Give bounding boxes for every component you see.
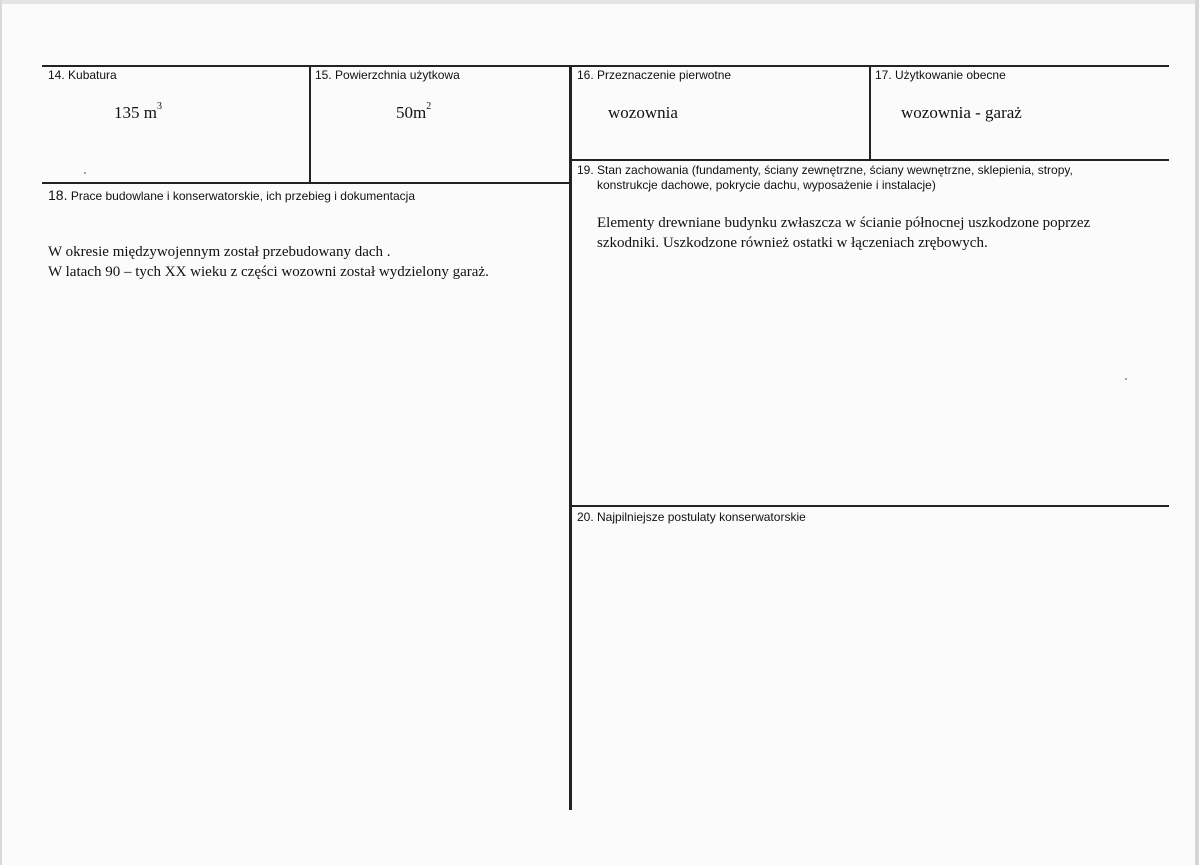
line-above-19 [570,159,1169,161]
divider-16-17 [869,66,871,160]
field-18-title: Prace budowlane i konserwatorskie, ich przebieg i dokumentacja [70,189,415,203]
field-15-value-sup: 2 [426,101,432,112]
field-15-label: 15. Powierzchnia użytkowa [315,68,460,82]
field-16-label: 16. Przeznaczenie pierwotne [577,68,732,82]
field-19-label [577,163,1073,193]
line-above-18 [42,182,570,184]
scan-edge-top [0,0,1199,4]
divider-main [569,66,572,810]
scan-edge-right [1195,0,1199,865]
divider-14-15 [309,66,311,184]
field-20-label: 20. Najpilniejsze postulaty konserwatorskie [577,510,806,524]
field-19-line-1: Elementy drewniane budynku zwłaszcza w ścianie północnej uszkodzone poprzez [597,215,1091,231]
field-14-value [114,103,162,123]
field-14-label: 14. Kubatura [48,68,117,82]
field-15-value-text: 50m [396,103,427,122]
field-18-number: 18. [48,187,68,203]
field-14-value-sup: 3 [156,101,162,112]
top-border [42,65,1169,67]
scan-speck [84,172,86,174]
field-19-label-line-2: konstrukcje dachowe, pokrycie dachu, wyposażenie i instalacje) [597,178,936,192]
field-19-text [597,213,1090,253]
field-16-value: wozownia [608,103,678,122]
field-17-value: wozownia - garaż [901,103,1022,122]
field-19-label-line-1: 19. Stan zachowania (fundamenty, ściany zewnętrzne, ściany wewnętrzne, sklepienia, stropy, [577,163,1073,177]
field-17-label: 17. Użytkowanie obecne [875,68,1006,82]
field-15-value [396,103,431,123]
field-14-value-text: 135 m [114,103,157,122]
field-18-line-1: W okresie międzywojennym został przebudowany dach . [48,244,391,260]
field-18-label [48,188,415,204]
field-18-line-2: W latach 90 – tych XX wieku z części wozowni został wydzielony garaż. [48,264,489,280]
scan-speck [1125,378,1127,380]
field-18-text [48,242,489,282]
field-19-line-2: szkodniki. Uszkodzone również ostatki w łączeniach zrębowych. [597,235,988,251]
scan-edge-left [0,0,2,865]
line-above-20 [570,505,1169,507]
